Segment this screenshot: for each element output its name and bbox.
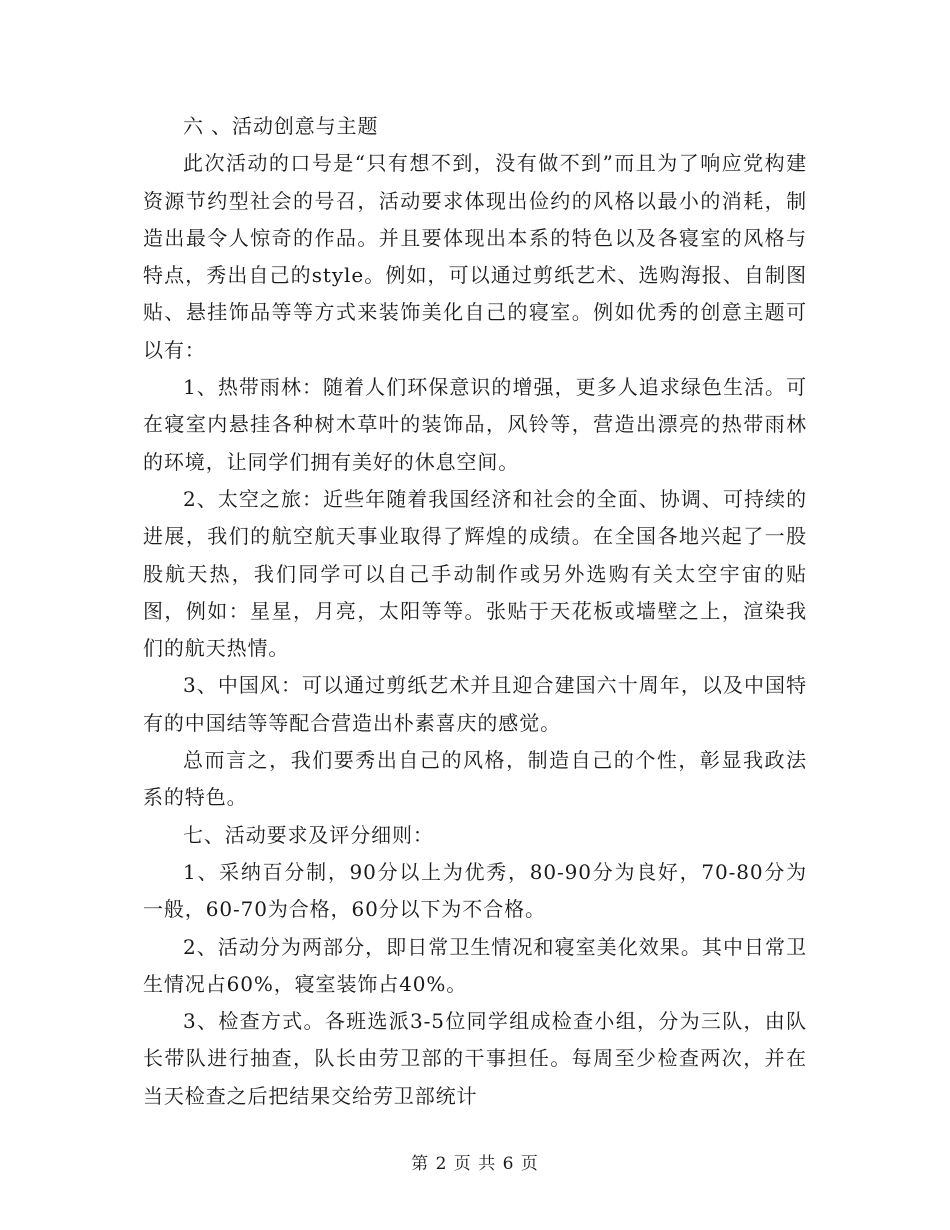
paragraph-theme-space: 2、太空之旅：近些年随着我国经济和社会的全面、协调、可持续的进展，我们的航空航天事业取得了辉煌的成绩。在全国各地兴起了一股股航天热，我们同学可以自己手动制作或另外选购有关太空宇宙的贴图，例如：星星，月亮，太阳等等。张贴于天花板或墙壁之上，渲染我们的航天热情。: [143, 486, 807, 661]
paragraph-summary: 总而言之，我们要秀出自己的风格，制造自己的个性，彰显我政法系的特色。: [143, 748, 807, 810]
paragraph-rule-scoring: 1、采纳百分制，90分以上为优秀，80-90分为良好，70-80分为一般，60-70为合格，60分以下为不合格。: [143, 859, 807, 922]
paragraph-rule-parts: 2、活动分为两部分，即日常卫生情况和寝室美化效果。其中日常卫生情况占60%，寝室装饰占40%。: [143, 934, 807, 996]
paragraph-theme-chinese-style: 3、中国风：可以通过剪纸艺术并且迎合建国六十周年，以及中国特有的中国结等等配合营造出朴素喜庆的感觉。: [143, 673, 807, 735]
document-body: [143, 108, 807, 1115]
paragraph-rule-inspection: 3、检查方式。各班选派3-5位同学组成检查小组，分为三队，由队长带队进行抽查，队长由劳卫部的干事担任。每周至少检查两次，并在当天检查之后把结果交给劳卫部统计: [143, 1009, 807, 1108]
paragraph-theme-rainforest: 1、热带雨林：随着人们环保意识的增强，更多人追求绿色生活。可在寝室内悬挂各种树木草叶的装饰品，风铃等，营造出漂亮的热带雨林的环境，让同学们拥有美好的休息空间。: [143, 375, 807, 474]
section-heading-7: 七、活动要求及评分细则：: [183, 822, 434, 847]
page-number-footer: 第 2 页 共 6 页: [411, 1154, 539, 1174]
paragraph-slogan: 此次活动的口号是“只有想不到，没有做不到”而且为了响应党构建资源节约型社会的号召，活动要求体现出俭约的风格以最小的消耗，制造出最令人惊奇的作品。并且要体现出本系的特色以及各寝室的风格与特点，秀出自己的style。例如，可以通过剪纸艺术、选购海报、自制图贴、悬挂饰品等等方式来装饰美化自己的寝室。例如优秀的创意主题可以有：: [143, 151, 807, 362]
section-heading-6: 六 、活动创意与主题: [183, 114, 379, 138]
